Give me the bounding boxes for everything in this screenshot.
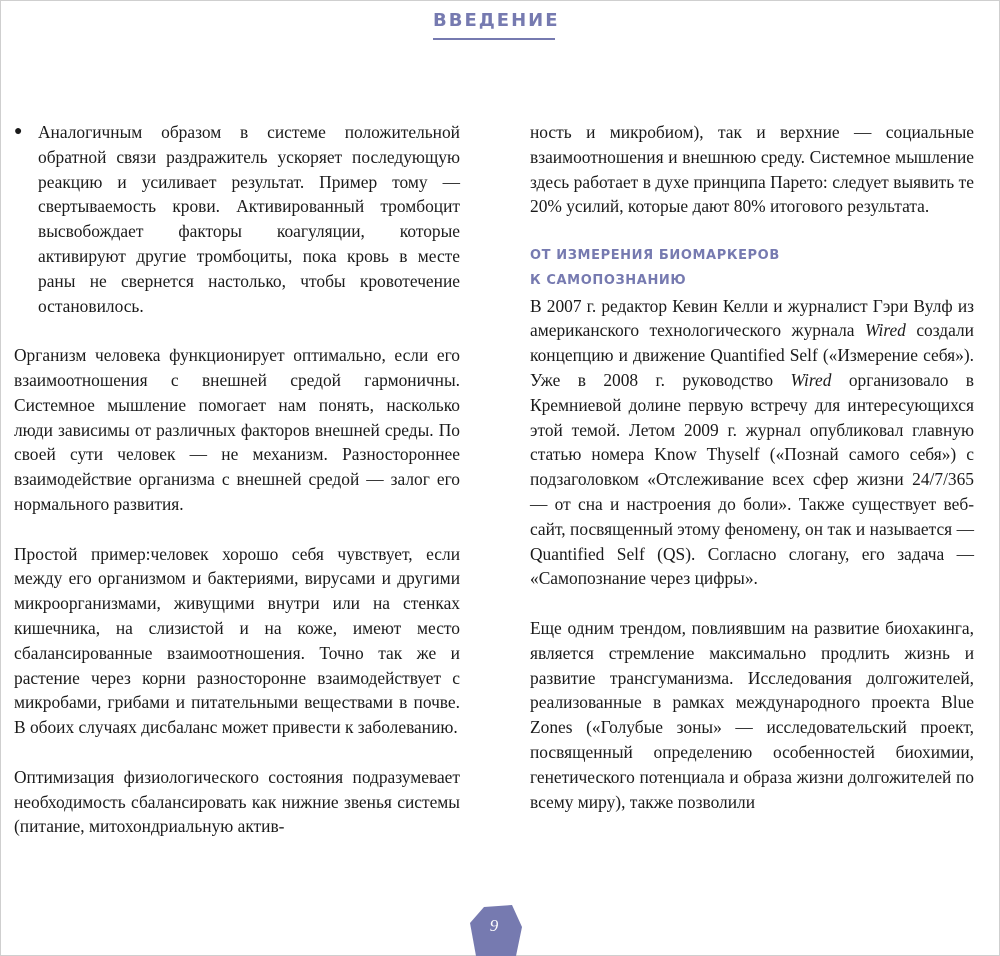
bullet-dot-icon: ●	[14, 124, 23, 139]
paragraph-continuation: ность и микробиом), так и верхние — социальные взаимоотношения и внешнюю среду. Системное мышление здесь работает в духе принципа Парето: следует выявить те 20% усилий, которые дают 80% итогового результата.	[530, 122, 974, 217]
paragraph: Простой пример:человек хорошо себя чувствует, если между его организмом и бактериями, вирусами и другими микроорганизмами, живущими внутри или на стенках кишечника, на слизистой и на коже, имеют место сбалансированные взаимоотношения. Точно так же и растение через корни разносторонне взаимодействует с микробами, грибами и питательными веществами в почве. В обоих случаях дисбаланс может привести к заболеванию.	[14, 543, 460, 738]
right-column	[530, 120, 974, 814]
paragraph: Оптимизация физиологического состояния подразумевает необходимость сбалансировать как нижние звенья системы (питание, митохондриальную актив-	[14, 766, 460, 837]
section-title: ВВЕДЕНИЕ	[433, 10, 560, 31]
running-header	[433, 8, 560, 40]
magazine-name: Wired	[790, 369, 832, 390]
subheading-line: К САМОПОЗНАНИЮ	[530, 272, 687, 288]
text-run: создали концепцию и движение Quantified Self («Измерение себя»). Уже в 2008 г. руководство	[530, 320, 974, 390]
text-run: В 2007 г. редактор Кевин Келли и журналист Гэри Вулф из американского технологического журнала	[530, 295, 974, 341]
subheading	[530, 244, 974, 294]
text-run: организовало в Кремниевой долине первую встречу для интересующихся этой темой. Летом 2009 г. журнал опубликовал главную статью номера Know Thyself («Познай самого себя») с подзаголовком «Отслеживание всех сфер жизни 24/7/365 — от сна и настроения до боли». Также существует веб-сайт, посвященный этому феномену, он так и называется — Quantified Self (QS). Согласно слогану, его задача — «Самопознание через цифры».	[530, 369, 974, 589]
bullet-text: Аналогичным образом в системе положительной обратной связи раздражитель ускоряет последующую реакцию и усиливает результат. Пример тому — свертываемость крови. Активированный тромбоцит высвобождает факторы коагуляции, которые активируют другие тромбоциты, пока кровь в месте раны не свернется настолько, чтобы кровотечение остановилось.	[38, 122, 460, 316]
magazine-name: Wired	[864, 320, 906, 341]
header-rule	[433, 38, 555, 40]
paragraph: Организм человека функционирует оптимально, если его взаимоотношения с внешней средой гармоничны. Системное мышление помогает нам понять, насколько люди зависимы от различных факторов внешней среды. По своей сути человек — не механизм. Разностороннее взаимодействие организма с внешней средой — залог его нормального развития.	[14, 345, 460, 514]
left-column	[14, 120, 460, 839]
bullet-item	[14, 120, 460, 318]
paragraph	[530, 294, 974, 592]
paragraph: Еще одним трендом, повлиявшим на развитие биохакинга, является стремление максимально продлить жизнь и развитие трансгуманизма. Исследования долгожителей, реализованные в рамках международного проекта Blue Zones («Голубые зоны» — исследовательский проект, посвященный определению особенностей биохимии, генетического потенциала и образа жизни долгожителей по всему миру), также позволили	[530, 617, 974, 812]
page-number: 9	[489, 916, 499, 935]
subheading-line: ОТ ИЗМЕРЕНИЯ БИОМАРКЕРОВ	[530, 247, 780, 263]
